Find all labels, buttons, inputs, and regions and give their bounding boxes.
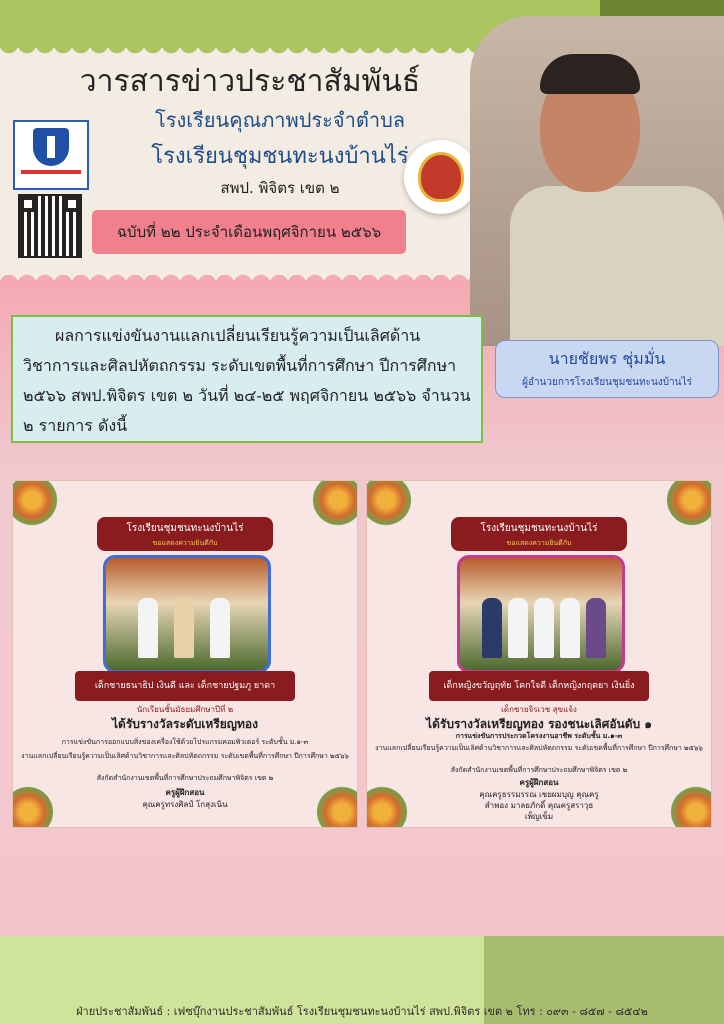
banner-congrats: ขอแสดงความยินดีกับ <box>152 539 218 547</box>
students-photo <box>103 555 271 673</box>
school-subtitle-1: โรงเรียนคุณภาพประจำตำบล <box>154 108 406 132</box>
person-figure <box>508 598 528 658</box>
school-name: โรงเรียนชุมชนทะนงบ้านไร่ <box>151 144 409 169</box>
banner-congrats: ขอแสดงความยินดีกับ <box>506 539 572 547</box>
coach-title: ครูผู้ฝึกสอน <box>519 778 559 787</box>
award-detail-1: การแข่งขันการประกวดโครงงานอาชีพ ระดับชั้น ม.๑-๓ <box>455 732 623 740</box>
award-detail-2: งานแลกเปลี่ยนเรียนรู้ความเป็นเลิศด้านวิชาการและศิลปหัตถกรรม ระดับเขตพื้นที่การศึกษา ปีการศึกษา ๒๕๖๖ <box>21 752 349 760</box>
district-name: สพป. พิจิตร เขต ๒ <box>220 179 340 197</box>
flower-ornament-icon <box>309 480 358 529</box>
award-detail-2: งานแลกเปลี่ยนเรียนรู้ความเป็นเลิศด้านวิชาการและศิลปหัตถกรรม ระดับเขตพื้นที่การศึกษา ปีการศึกษา ๒๕๖๖ <box>375 744 703 752</box>
award-title: ได้รับรางวัลเหรียญทอง รองชนะเลิศอันดับ ๑ <box>426 717 652 731</box>
person-figure <box>534 598 554 658</box>
shield-icon <box>33 128 69 166</box>
award-card-2 <box>366 480 712 828</box>
flower-ornament-icon <box>663 480 712 529</box>
logo-ribbon <box>21 170 81 174</box>
person-figure <box>482 598 502 658</box>
person-figure <box>138 598 158 658</box>
issue-badge: ฉบับที่ ๒๒ ประจำเดือนพฤศจิกายน ๒๕๖๖ <box>92 210 406 254</box>
award-card-1 <box>12 480 358 828</box>
news-text: ผลการแข่งขันงานแลกเปลี่ยนเรียนรู้ความเป็นเลิศด้านวิชาการและศิลปหัตถกรรม ระดับเขตพื้นที่การศึกษา ปีการศึกษา ๒๕๖๖ สพป.พิจิตร เขต ๒ วันที่ ๒๔-๒๕ พฤศจิกายน ๒๕๖๖ จำนวน ๒ รายการ ดังนี้ <box>23 326 471 435</box>
newsletter-title: วารสารข่าวประชาสัมพันธ์ <box>79 64 421 99</box>
footer-contact: ฝ่ายประชาสัมพันธ์ : เฟซบุ๊กงานประชาสัมพันธ์ โรงเรียนชุมชนทะนงบ้านไร่ สพป.พิจิตร เขต ๒ โทร : ๐๙๓ - ๘๕๗ - ๘๕๔๒ <box>76 1005 648 1018</box>
director-name-card <box>495 340 719 398</box>
students-nameplate: เด็กชายธนาธิป เงินดี และ เด็กชายปฐมภู ยาดา <box>75 671 295 701</box>
person-figure <box>210 598 230 658</box>
flower-ornament-icon <box>366 783 411 828</box>
coach-names: คุณครูธรรมรรณ เชยผมบุญ คุณครูสำพอง มาลยภักดิ์ คุณครูสราวุธ เพ็ญเข็ม <box>479 790 599 821</box>
student-level: นักเรียนชั้นมัธยมศึกษาปีที่ ๒ <box>136 705 234 714</box>
flower-ornament-icon <box>12 480 61 529</box>
director-photo <box>470 16 724 346</box>
person-figure <box>174 598 194 658</box>
award-title: ได้รับรางวัลระดับเหรียญทอง <box>111 717 258 731</box>
hair-shape <box>540 54 640 94</box>
uniform-shape <box>510 186 724 346</box>
award-detail-3: สังกัดสำนักงานเขตพื้นที่การศึกษาประถมศึกษาพิจิตร เขต ๒ <box>450 766 628 774</box>
school-logo <box>13 120 89 190</box>
news-summary-box <box>11 315 483 443</box>
coach-title: ครูผู้ฝึกสอน <box>165 788 205 797</box>
director-role: ผู้อำนวยการโรงเรียนชุมชนทะนงบ้านไร่ <box>522 377 692 388</box>
school-banner <box>451 517 627 551</box>
coach-names: คุณครูทรงศิลป์ โกสุงเนิน <box>142 800 228 809</box>
banner-school-name: โรงเรียนชุมชนทะนงบ้านไร่ <box>126 523 244 534</box>
scallop-border-mid <box>0 270 520 284</box>
students-nameplate: เด็กหญิงขวัญฤทัย โคกใจดี เด็กหญิงกฤตยา เงินยิ่ง <box>429 671 649 701</box>
award-detail-1: การแข่งขันการออกแบบสิ่งของเครื่องใช้ด้วยโปรแกรมคอมพิวเตอร์ ระดับชั้น ม.๑-๓ <box>61 738 309 746</box>
person-figure <box>586 598 606 658</box>
person-figure <box>560 598 580 658</box>
director-name: นายชัยพร ชุ่มมั่น <box>548 349 666 368</box>
seal-emblem-icon <box>418 152 464 202</box>
school-banner <box>97 517 273 551</box>
award-detail-3: สังกัดสำนักงานเขตพื้นที่การศึกษาประถมศึกษาพิจิตร เขต ๒ <box>96 774 274 782</box>
student-level: เด็กชายจิรเวช สุขแจ้ง <box>501 705 577 714</box>
scallop-border <box>0 44 520 54</box>
flower-ornament-icon <box>366 480 415 529</box>
students-photo <box>457 555 625 673</box>
obec-seal <box>404 140 478 214</box>
banner-school-name: โรงเรียนชุมชนทะนงบ้านไร่ <box>480 523 598 534</box>
qr-code-icon[interactable] <box>18 194 82 258</box>
flower-ornament-icon <box>667 783 712 828</box>
